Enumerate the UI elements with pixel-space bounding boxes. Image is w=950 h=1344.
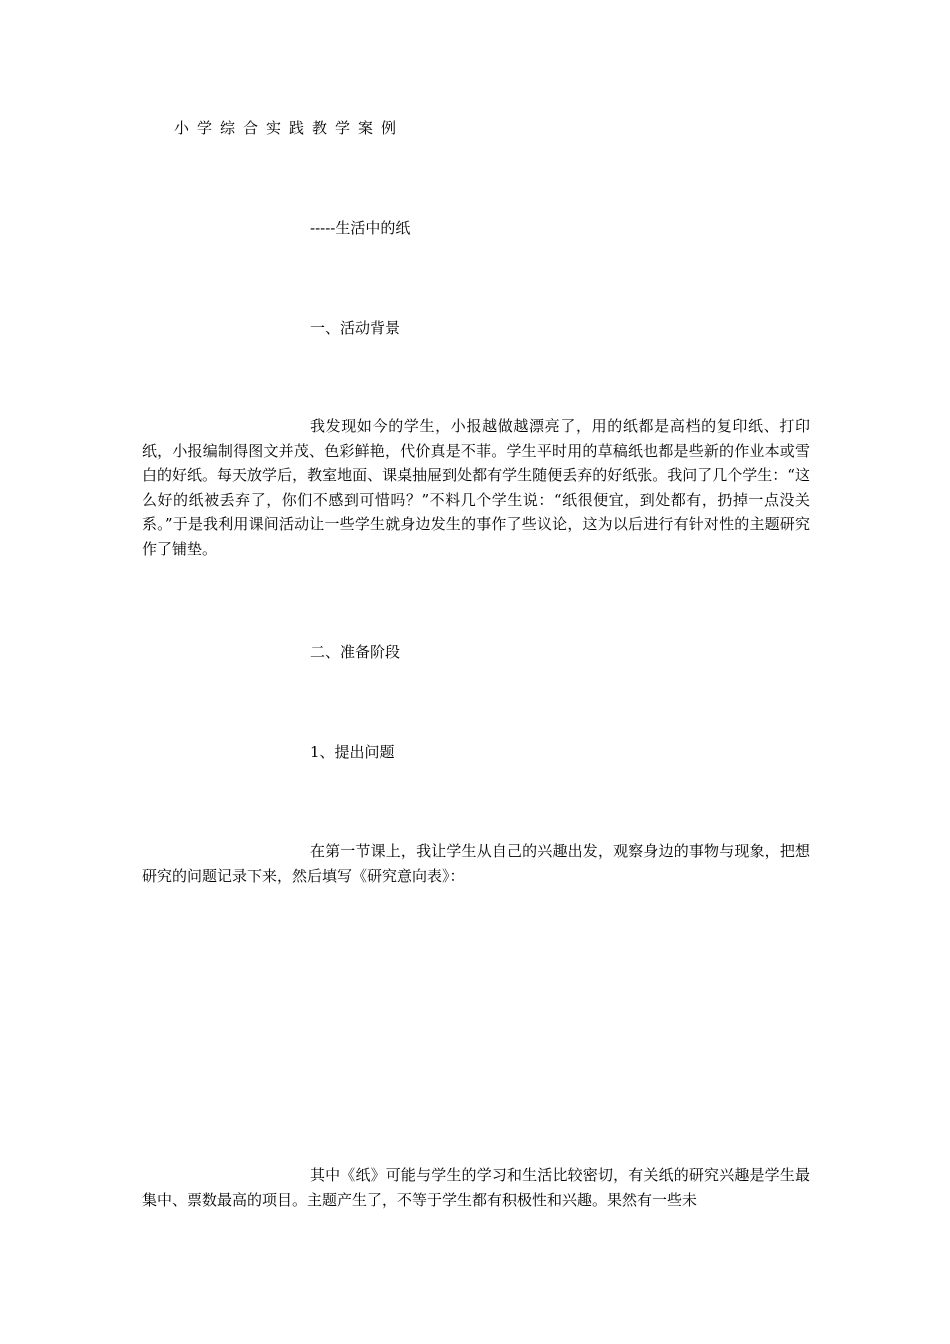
closing-paragraph: 其中《纸》可能与学生的学习和生活比较密切，有关纸的研究兴趣是学生最集中、票数最高的项目。主题产生了，不等于学生都有积极性和兴趣。果然有一些未 xyxy=(142,1166,810,1209)
subsection-heading-questions: 1、提出问题 xyxy=(310,743,395,761)
document-title: 小学综合实践教学案例 xyxy=(174,119,405,137)
section-paragraph-background: 我发现如今的学生，小报越做越漂亮了，用的纸都是高档的复印纸、打印纸，小报编制得图文并茂、色彩鲜艳，代价真是不菲。学生平时用的草稿纸也都是些新的作业本或雪白的好纸。每天放学后，教室地面、课桌抽屉到处都有学生随便丢弃的好纸张。我问了几个学生：“这么好的纸被丢弃了，你们不感到可惜吗？”不料几个学生说：“纸很便宜，到处都有，扔掉一点没关系。”于是我利用课间活动让一些学生就身边发生的事作了些议论，这为以后进行有针对性的主题研究作了铺垫。 xyxy=(142,417,810,558)
section-heading-background: 一、活动背景 xyxy=(310,319,401,337)
document-subtitle: -----生活中的纸 xyxy=(310,219,411,237)
subsection-paragraph-questions: 在第一节课上，我让学生从自己的兴趣出发，观察身边的事物与现象，把想研究的问题记录下来，然后填写《研究意向表》： xyxy=(142,842,810,885)
section-heading-preparation: 二、准备阶段 xyxy=(310,643,401,661)
